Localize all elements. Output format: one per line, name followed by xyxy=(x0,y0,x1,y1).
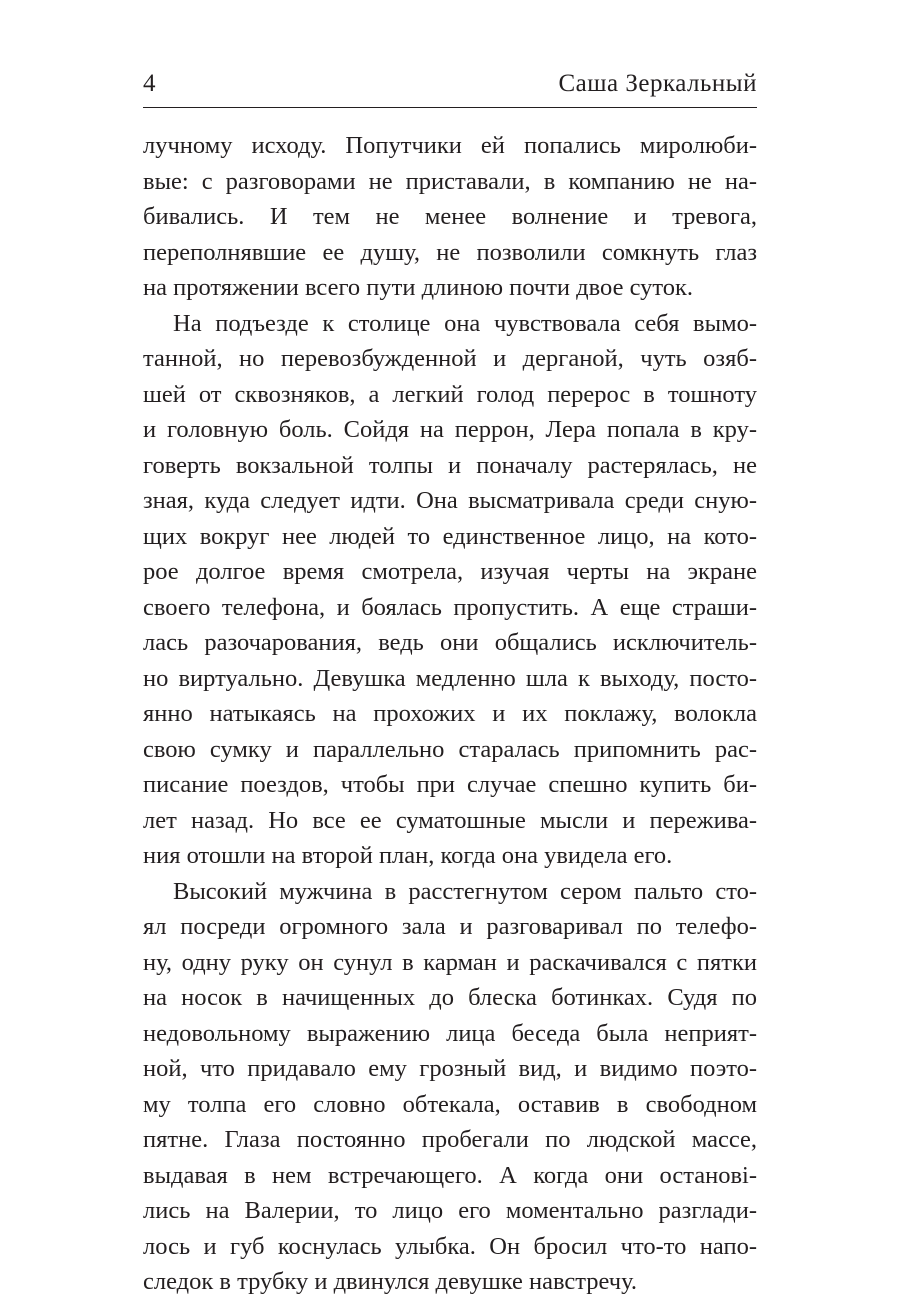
paragraph-3 xyxy=(143,874,757,1300)
text-line: на носок в начищенных до блеска ботинках. Судя по xyxy=(143,984,757,1011)
text-line: лось и губ коснулась улыбка. Он бросил что-то напо- xyxy=(143,1232,757,1260)
text-line: му толпа его словно обтекала, оставив в свободном xyxy=(143,1090,757,1118)
text-line: своего телефона, и боялась пропустить. А еще страши- xyxy=(143,593,757,621)
text-line: лет назад. Но все ее суматошные мысли и пережива- xyxy=(143,806,757,834)
text-line: бивались. И тем не менее волнение и тревога, xyxy=(143,203,757,230)
running-title: Саша Зеркальный xyxy=(558,70,757,97)
text-line: и головную боль. Сойдя на перрон, Лера попала в кру- xyxy=(143,416,757,443)
text-line: щих вокруг нее людей то единственное лицо, на кото- xyxy=(143,522,757,550)
text-line: лучному исходу. Попутчики ей попались миролюби- xyxy=(143,132,757,159)
text-line: рое долгое время смотрела, изучая черты на экране xyxy=(143,558,757,585)
text-line: переполнявшие ее душу, не позволили сомкнуть глаз xyxy=(143,238,757,266)
text-line: вые: с разговорами не приставали, в компанию не на- xyxy=(143,167,757,195)
text-line: но виртуально. Девушка медленно шла к выходу, посто- xyxy=(143,664,757,692)
text-line: ял посреди огромного зала и разговаривал по телефо- xyxy=(143,913,757,940)
header-rule xyxy=(143,107,757,108)
text-line: пятне. Глаза постоянно пробегали по людской массе, xyxy=(143,1126,757,1153)
text-line: Высокий мужчина в расстегнутом сером пальто сто- xyxy=(173,877,757,905)
text-line: лась разочарования, ведь они общались исключитель- xyxy=(143,629,757,656)
text-line: недовольному выражению лица беседа была неприят- xyxy=(143,1019,757,1047)
text-line: лись на Валерии, то лицо его моментально разглади- xyxy=(143,1197,757,1224)
paragraph-1 xyxy=(143,128,757,306)
text-line: на протяжении всего пути длиною почти двое суток. xyxy=(143,274,694,301)
text-line: На подъезде к столице она чувствовала себя вымо- xyxy=(173,309,757,337)
text-line: выдавая в нем встречающего. А когда они остановi- xyxy=(143,1161,757,1189)
text-line: янно натыкаясь на прохожих и их поклажу, волокла xyxy=(143,700,757,727)
text-line: ну, одну руку он сунул в карман и раскачивался с пятки xyxy=(143,948,757,976)
page-header xyxy=(143,70,757,106)
text-line: следок в трубку и двинулся девушке навстречу. xyxy=(143,1268,638,1295)
text-line: свою сумку и параллельно старалась припомнить рас- xyxy=(143,735,757,763)
text-line: ной, что придавало ему грозный вид, и видимо поэто- xyxy=(143,1055,757,1082)
text-line: писание поездов, чтобы при случае спешно купить би- xyxy=(143,771,757,798)
body-text xyxy=(143,128,757,1300)
text-line: ния отошли на второй план, когда она увидела его. xyxy=(143,842,673,869)
text-line: танной, но перевозбужденной и дерганой, чуть озяб- xyxy=(143,345,757,372)
text-line: зная, куда следует идти. Она высматривала среди сную- xyxy=(143,487,757,514)
page-number: 4 xyxy=(143,70,156,97)
paragraph-2 xyxy=(143,306,757,874)
text-line: говерть вокзальной толпы и поначалу растерялась, не xyxy=(143,451,757,479)
text-line: шей от сквозняков, а легкий голод перерос в тошноту xyxy=(143,380,757,408)
